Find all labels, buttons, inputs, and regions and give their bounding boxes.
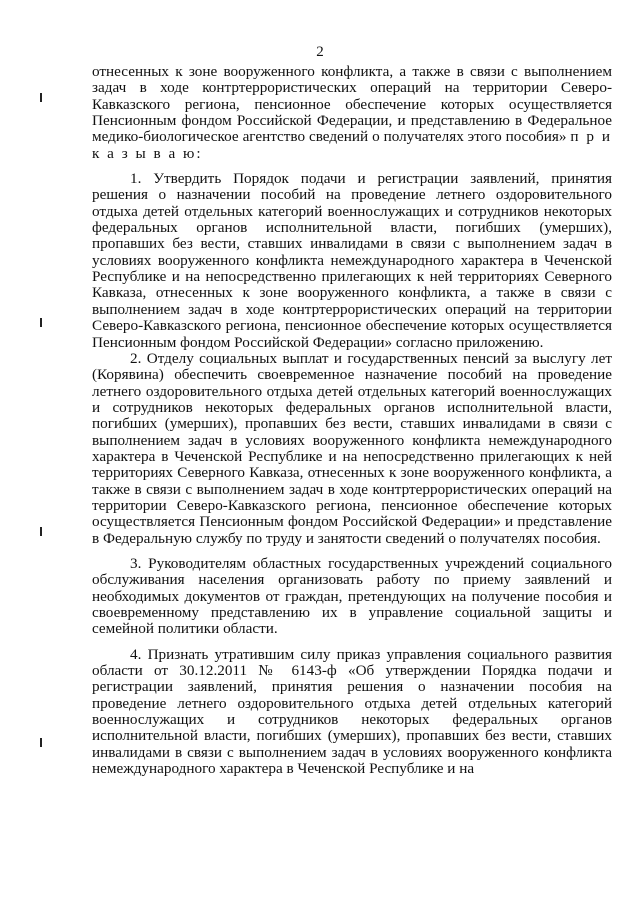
item-1-paragraph: 1. Утвердить Порядок подачи и регистрации заявлений, принятия решения о назначении пособий на проведение летнего оздоровительного отдыха детей отдельных категорий военнослужащих и сотрудников некоторых федеральных органов исполнительной власти, погибших (умерших), пропавших без вести, ставших инвалидами в связи с выполнением задач в условиях вооруженного конфликта немеждународного характера в Чеченской Республике и на непосредственно прилегающих к ней территориях Северного Кавказа, отнесенных к зоне вооруженного конфликта, а также в связи с выполнением задач в ходе контртеррористических операций на территории Северо-Кавказского региона, пенсионное обеспечение которых осуществляется Пенсионным фондом Российской Федерации» согласно приложению. xyxy=(92,170,612,351)
page-number: 2 xyxy=(316,44,324,60)
intro-text: отнесенных к зоне вооруженного конфликта, а также в связи с выполнением задач в ходе контртеррористических операций на территории Северо-Кавказского региона, пенсионное обеспечение которых осуществляется Пенсионным фондом Российской Федерации, и представлению в Федеральное медико-биологическое агентство сведений о получателях этого пособия» xyxy=(92,63,612,146)
order-word: п р и к а з ы в а ю: xyxy=(92,128,613,162)
document-body xyxy=(92,64,612,777)
scan-mark xyxy=(40,318,42,327)
scan-mark xyxy=(40,738,42,747)
item-3-paragraph: 3. Руководителям областных государственных учреждений социального обслуживания населения организовать работу по приему заявлений и необходимых документов от граждан, претендующих на получение пособия и своевременному представлению их в управление социальной защиты и семейной политики области. xyxy=(92,554,612,638)
item-4-paragraph: 4. Признать утратившим силу приказ управления социального развития области от 30.12.2011 № 6143-ф «Об утверждении Порядка подачи и регистрации заявлений, принятия решения о назначении пособия на проведение летнего оздоровительного отдыха детей отдельных категорий военнослужащих и сотрудников некоторых федеральных органов исполнительной власти, погибших (умерших), пропавших без вести, ставших инвалидами в связи с выполнением задач в условиях вооруженного конфликта немеждународного характера в Чеченской Республике и на xyxy=(92,645,612,778)
item-2-paragraph: 2. Отделу социальных выплат и государственных пенсий за выслугу лет (Корявина) обеспечить своевременное назначение пособий на проведение летнего оздоровительного отдыха детей отдельных категорий военнослужащих и сотрудников некоторых федеральных органов исполнительной власти, погибших (умерших), пропавших без вести, ставших инвалидами в связи с выполнением задач в условиях вооруженного конфликта немеждународного характера в Чеченской Республике и на непосредственно прилегающих к ней территориях Северного Кавказа, отнесенных к зоне вооруженного конфликта, а также в связи с выполнением задач в ходе контртеррористических операций на территории Северо-Кавказского региона, пенсионное обеспечение которых осуществляется Пенсионным фондом Российской Федерации» и представление в Федеральную службу по труду и занятости сведений о получателях пособия. xyxy=(92,349,612,547)
intro-paragraph xyxy=(92,64,612,162)
scan-mark xyxy=(40,527,42,536)
scan-mark xyxy=(40,93,42,102)
